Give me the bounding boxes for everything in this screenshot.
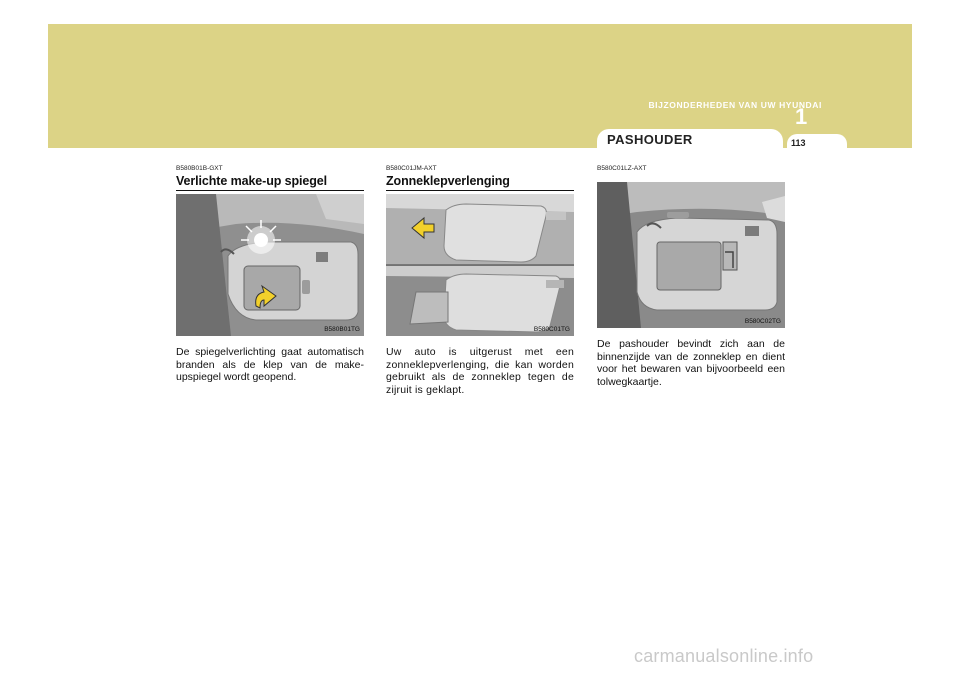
section-code: B580C01JM-AXT: [386, 165, 437, 172]
page-number: 113: [791, 138, 806, 148]
body-text: Uw auto is uitgerust met een zonneklepverlenging, die kan worden gebruikt als de zonneklep tegen de zijruit is geklapt.: [386, 346, 574, 396]
section-tab-label: PASHOUDER: [607, 132, 693, 147]
header-band: [48, 24, 912, 148]
column-card-holder: [597, 165, 785, 388]
column-makeup-mirror: [176, 165, 364, 384]
body-text: De spiegelverlichting gaat automatisch branden als de klep van de make-upspiegel wordt geopend.: [176, 346, 364, 383]
section-heading: Verlichte make-up spiegel: [176, 174, 328, 188]
card-holder-illustration: [597, 182, 785, 328]
page-number-tab: [787, 134, 847, 152]
figure-makeup-mirror: [176, 194, 364, 336]
watermark: carmanualsonline.info: [634, 646, 814, 666]
chapter-number: 1: [795, 104, 808, 129]
heading-rule: [386, 190, 574, 191]
figure-card-holder: [597, 182, 785, 328]
section-code: B580C01LZ-AXT: [597, 165, 647, 172]
visor-extension-illustration: [386, 194, 574, 336]
body-text: De pashouder bevindt zich aan de binnenzijde van de zonneklep en dient voor het bewaren van bijvoorbeeld een tolwegkaartje.: [597, 338, 785, 388]
figure-caption: B580C01TG: [533, 326, 570, 333]
section-tab: [597, 129, 783, 151]
section-code: B580B01B-GXT: [176, 165, 223, 172]
column-visor-extension: [386, 165, 574, 396]
figure-visor-extension: [386, 194, 574, 336]
section-heading: Zonneklepverlenging: [386, 174, 510, 188]
heading-rule: [176, 190, 364, 191]
figure-caption: B580C02TG: [744, 318, 781, 325]
chapter-title: BIJZONDERHEDEN VAN UW HYUNDAI: [648, 100, 822, 110]
figure-caption: B580B01TG: [324, 326, 360, 333]
makeup-mirror-illustration: [176, 194, 364, 336]
